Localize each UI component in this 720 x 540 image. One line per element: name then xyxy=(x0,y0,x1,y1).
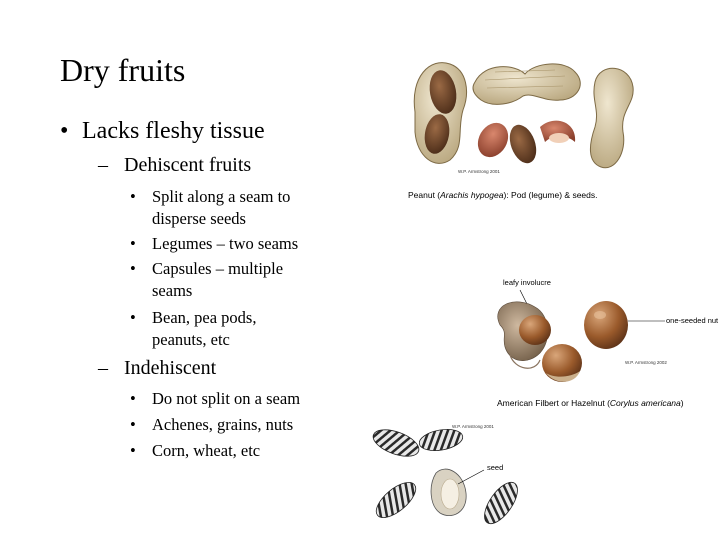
subheading-text: Indehiscent xyxy=(124,357,217,379)
list-item-text: Achenes, grains, nuts xyxy=(152,415,294,434)
list-item-text: Bean, pea pods, xyxy=(152,308,257,327)
hazelnut-photo xyxy=(480,285,710,390)
list-item xyxy=(130,307,256,351)
bullet-marker: • xyxy=(130,415,136,434)
dash-marker: – xyxy=(98,154,108,176)
peanut-caption: Peanut (Arachis hypogea): Pod (legume) & seeds. xyxy=(408,190,598,200)
list-item-text: seams xyxy=(152,281,193,300)
sunflower-achenes-photo xyxy=(366,418,526,530)
list-item-text: disperse seeds xyxy=(152,209,246,228)
bullet-lacks-fleshy xyxy=(60,118,265,145)
list-item-text: Do not split on a seam xyxy=(152,389,301,408)
peanut-photo xyxy=(405,52,645,182)
list-item-text: Corn, wheat, etc xyxy=(152,441,261,460)
label-one-seeded-nut: one-seeded nut xyxy=(666,316,719,325)
label-seed: seed xyxy=(487,463,504,472)
bullet-marker: • xyxy=(130,234,136,253)
bullet-marker: • xyxy=(130,259,136,278)
subheading-indehiscent xyxy=(98,357,216,380)
subheading-text: Dehiscent fruits xyxy=(124,154,252,176)
bullet-text: Lacks fleshy tissue xyxy=(82,118,265,144)
list-item-text: peanuts, etc xyxy=(152,330,230,349)
bullet-marker: • xyxy=(130,187,136,206)
bullet-marker: • xyxy=(60,118,69,144)
list-item xyxy=(130,233,298,255)
list-item-text: Legumes – two seams xyxy=(152,234,299,253)
bullet-marker: • xyxy=(130,308,136,327)
list-item-text: Split along a seam to xyxy=(152,187,291,206)
list-item xyxy=(130,414,293,436)
list-item-text: Capsules – multiple xyxy=(152,259,284,278)
list-item xyxy=(130,388,300,410)
dash-marker: – xyxy=(98,357,108,379)
subheading-dehiscent xyxy=(98,154,251,177)
slide-title: Dry fruits xyxy=(60,52,186,88)
peanut-credit: W.P. Armstrong 2001 xyxy=(458,169,500,174)
label-leafy-involucre: leafy involucre xyxy=(503,278,551,287)
sunflower-credit: W.P. Armstrong 2001 xyxy=(452,424,494,429)
list-item xyxy=(130,258,283,302)
list-item xyxy=(130,186,290,230)
bullet-marker: • xyxy=(130,441,136,460)
hazelnut-caption: American Filbert or Hazelnut (Corylus americana) xyxy=(497,398,684,408)
bullet-marker: • xyxy=(130,389,136,408)
hazelnut-credit: W.P. Armstrong 2002 xyxy=(625,360,667,365)
list-item xyxy=(130,440,260,462)
